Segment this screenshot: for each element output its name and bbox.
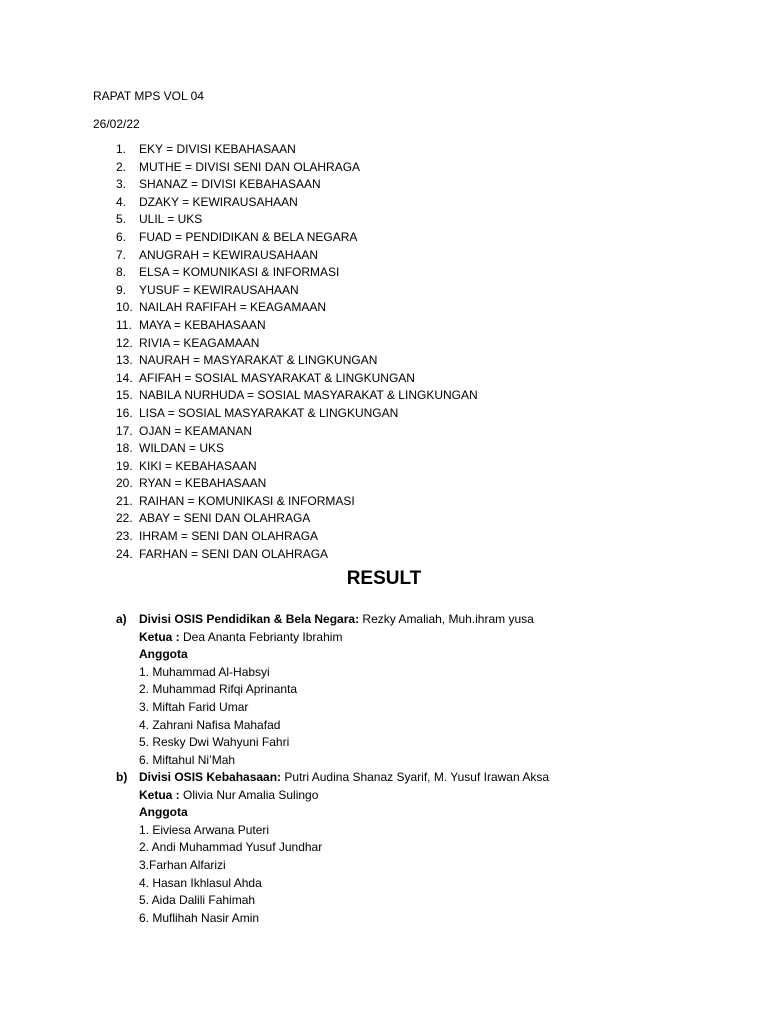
list-text: FUAD = PENDIDIKAN & BELA NEGARA — [139, 229, 358, 244]
ketua-label: Ketua : — [139, 629, 180, 644]
list-number: 8. — [116, 265, 127, 280]
list-number: 6. — [116, 229, 127, 244]
list-item — [0, 493, 478, 511]
list-number: 21. — [116, 493, 133, 508]
ketua-name: Dea Ananta Febrianty Ibrahim — [183, 629, 343, 644]
member-list — [139, 664, 534, 770]
list-item: 6. Muflihah Nasir Amin — [139, 910, 260, 925]
list-item — [0, 546, 478, 564]
list-item — [0, 264, 478, 282]
list-text: MUTHE = DIVISI SENI DAN OLAHRAGA — [139, 159, 361, 174]
list-number: 16. — [116, 405, 133, 420]
list-text: WILDAN = UKS — [139, 441, 225, 456]
division-coordinators: Rezky Amaliah, Muh.ihram yusa — [362, 612, 534, 626]
list-item — [0, 475, 478, 493]
list-number: 9. — [116, 282, 127, 297]
list-number: 14. — [116, 370, 133, 385]
list-number: 3. — [116, 177, 127, 192]
list-number: 1. — [116, 142, 127, 156]
division-kebahasaan — [0, 769, 549, 927]
division-header — [139, 611, 534, 629]
list-text: MAYA = KEBAHASAAN — [139, 317, 266, 332]
anggota-label: Anggota — [139, 647, 188, 662]
list-item: 2. Andi Muhammad Yusuf Jundhar — [139, 840, 323, 855]
document-title: RAPAT MPS VOL 04 — [93, 89, 204, 103]
member-list — [139, 822, 549, 928]
list-number: 20. — [116, 476, 133, 491]
anggota-label: Anggota — [139, 805, 188, 820]
list-item — [0, 370, 478, 388]
list-item: 4. Hasan Ikhlasul Ahda — [139, 875, 262, 890]
list-text: NABILA NURHUDA = SOSIAL MASYARAKAT & LINGKUNGAN — [139, 388, 478, 403]
list-text: AFIFAH = SOSIAL MASYARAKAT & LINGKUNGAN — [139, 370, 415, 385]
list-item: 2. Muhammad Rifqi Aprinanta — [139, 682, 298, 697]
ketua-name: Olivia Nur Amalia Sulingo — [183, 787, 319, 802]
list-number: 24. — [116, 546, 133, 561]
list-text: ULIL = UKS — [139, 212, 203, 227]
list-text: EKY = DIVISI KEBAHASAAN — [139, 142, 296, 156]
list-item — [0, 405, 478, 423]
list-item — [0, 247, 478, 265]
list-number: 10. — [116, 300, 133, 315]
list-text: ABAY = SENI DAN OLAHRAGA — [139, 511, 311, 526]
list-item — [0, 510, 478, 528]
list-item — [0, 440, 478, 458]
result-heading: RESULT — [346, 568, 422, 589]
list-item — [0, 229, 478, 247]
list-text: FARHAN = SENI DAN OLAHRAGA — [139, 546, 329, 561]
division-marker: a) — [116, 612, 127, 626]
list-item — [0, 352, 478, 370]
list-text: NAURAH = MASYARAKAT & LINGKUNGAN — [139, 353, 378, 368]
list-item — [0, 458, 478, 476]
list-item — [0, 282, 478, 300]
list-item: 4. Zahrani Nafisa Mahafad — [139, 717, 281, 732]
list-text: SHANAZ = DIVISI KEBAHASAAN — [139, 177, 321, 192]
list-item — [0, 387, 478, 405]
ketua-label: Ketua : — [139, 787, 180, 802]
list-text: NAILAH RAFIFAH = KEAGAMAAN — [139, 300, 327, 315]
list-number: 15. — [116, 388, 133, 403]
list-number: 19. — [116, 458, 133, 473]
list-item — [0, 299, 478, 317]
document-date: 26/02/22 — [93, 117, 140, 131]
list-text: LISA = SOSIAL MASYARAKAT & LINGKUNGAN — [139, 405, 399, 420]
assignment-list — [0, 141, 478, 563]
list-number: 13. — [116, 353, 133, 368]
list-text: ELSA = KOMUNIKASI & INFORMASI — [139, 265, 340, 280]
list-text: YUSUF = KEWIRAUSAHAAN — [139, 282, 299, 297]
division-marker: b) — [116, 770, 128, 784]
list-item: 6. Miftahul Ni’Mah — [139, 752, 236, 767]
division-label: Divisi OSIS Kebahasaan: — [139, 770, 282, 784]
list-number: 22. — [116, 511, 133, 526]
list-text: OJAN = KEAMANAN — [139, 423, 253, 438]
list-number: 7. — [116, 247, 127, 262]
list-item: 5. Resky Dwi Wahyuni Fahri — [139, 735, 290, 750]
list-number: 4. — [116, 194, 127, 209]
list-text: DZAKY = KEWIRAUSAHAAN — [139, 194, 298, 209]
list-item — [0, 159, 478, 177]
list-item — [0, 211, 478, 229]
list-item — [0, 423, 478, 441]
list-item — [0, 176, 478, 194]
division-body — [139, 611, 534, 769]
list-text: RIVIA = KEAGAMAAN — [139, 335, 260, 350]
ketua-line — [139, 629, 534, 647]
list-number: 5. — [116, 212, 127, 227]
division-label: Divisi OSIS Pendidikan & Bela Negara: — [139, 612, 360, 626]
list-text: RYAN = KEBAHASAAN — [139, 476, 267, 491]
list-number: 23. — [116, 529, 133, 544]
list-number: 17. — [116, 423, 133, 438]
list-number: 11. — [116, 317, 132, 332]
division-pendidikan — [0, 611, 534, 769]
division-body — [139, 769, 549, 927]
list-number: 2. — [116, 159, 127, 174]
list-item: 1. Muhammad Al-Habsyi — [139, 664, 270, 679]
list-number: 12. — [116, 335, 133, 350]
list-text: RAIHAN = KOMUNIKASI & INFORMASI — [139, 493, 355, 508]
list-number: 18. — [116, 441, 133, 456]
list-item — [0, 528, 478, 546]
list-item: 5. Aida Dalili Fahimah — [139, 893, 256, 908]
list-text: KIKI = KEBAHASAAN — [139, 458, 257, 473]
division-header — [139, 769, 549, 787]
list-text: ANUGRAH = KEWIRAUSAHAAN — [139, 247, 319, 262]
ketua-line — [139, 787, 549, 805]
list-item — [0, 194, 478, 212]
list-item: 3. Miftah Farid Umar — [139, 699, 249, 714]
list-item: 1. Eiviesa Arwana Puteri — [139, 822, 270, 837]
list-item — [0, 141, 478, 159]
division-coordinators: Putri Audina Shanaz Syarif, M. Yusuf Irawan Aksa — [284, 770, 549, 784]
list-item — [0, 335, 478, 353]
list-item — [0, 317, 478, 335]
list-text: IHRAM = SENI DAN OLAHRAGA — [139, 529, 319, 544]
list-item: 3.Farhan Alfarizi — [139, 857, 226, 872]
